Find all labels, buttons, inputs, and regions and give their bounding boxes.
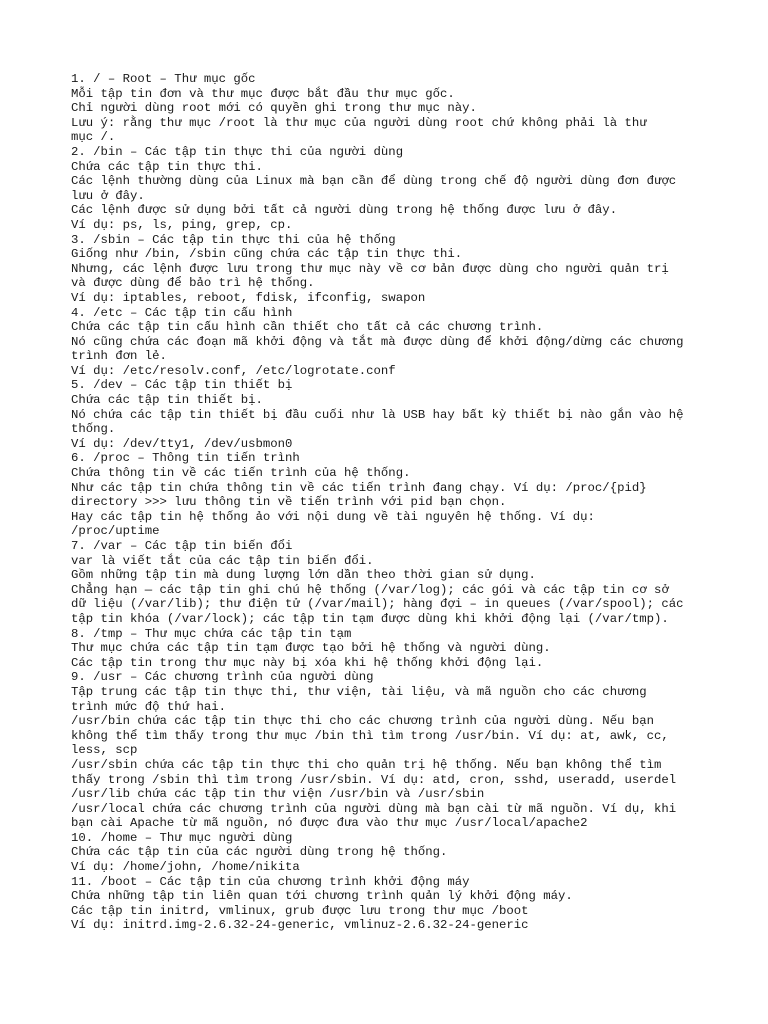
text-line: 3. /sbin – Các tập tin thực thi của hệ thống (71, 232, 396, 247)
text-line: lưu ở đây. (71, 188, 145, 203)
text-line: /usr/sbin chứa các tập tin thực thi cho quản trị hệ thống. Nếu bạn không thể tìm (71, 757, 662, 772)
text-line: Chứa các tập tin của các người dùng trong hệ thống. (71, 845, 448, 860)
text-line: Ví dụ: /dev/tty1, /dev/usbmon0 (71, 436, 293, 451)
text-line: Hay các tập tin hệ thống ảo với nội dung về tài nguyên hệ thống. Ví dụ: (71, 509, 595, 524)
text-line: dữ liệu (/var/lib); thư điện tử (/var/mail); hàng đợi – in queues (/var/spool); các (71, 597, 684, 612)
document-body (71, 72, 711, 933)
text-line: Thư mục chứa các tập tin tạm được tạo bởi hệ thống và người dùng. (71, 641, 551, 656)
text-line: Ví dụ: /home/john, /home/nikita (71, 860, 300, 875)
text-line: Các lệnh được sử dụng bởi tất cả người dùng trong hệ thống được lưu ở đây. (71, 203, 618, 218)
text-line: tập tin khóa (/var/lock); các tập tin tạm được dùng khi khởi động lại (/var/tmp). (71, 611, 669, 626)
text-line: 10. /home – Thư mục người dùng (71, 830, 293, 845)
text-line: trình đơn lẻ. (71, 349, 167, 364)
text-line: Các tập tin initrd, vmlinux, grub được lưu trong thư mục /boot (71, 903, 529, 918)
text-line: Chứa các tập tin thiết bị. (71, 393, 263, 408)
text-line: Gồm những tập tin mà dung lượng lớn dần theo thời gian sử dụng. (71, 568, 536, 583)
text-line: 8. /tmp – Thư mục chứa các tập tin tạm (71, 626, 352, 641)
text-line: Lưu ý: rằng thư mục /root là thư mục của người dùng root chứ không phải là thư (71, 115, 647, 130)
text-line: 2. /bin – Các tập tin thực thi của người dùng (71, 144, 404, 159)
text-line: bạn cài Apache từ mã nguồn, nó được đưa vào thư mục /usr/local/apache2 (71, 816, 588, 831)
text-line: 9. /usr – Các chương trình của người dùng (71, 670, 374, 685)
text-line: không thể tìm thấy trong thư mục /bin thì tìm trong /usr/bin. Ví dụ: at, awk, cc, (71, 728, 669, 743)
text-line: Chỉ người dùng root mới có quyền ghi trong thư mục này. (71, 101, 477, 116)
text-line: 7. /var – Các tập tin biến đổi (71, 539, 293, 553)
text-line: 11. /boot – Các tập tin của chương trình khởi động máy (71, 874, 470, 889)
text-line: Chẳng hạn — các tập tin ghi chú hệ thống (/var/log); các gói và các tập tin cơ sở (71, 582, 669, 597)
text-line: less, scp (71, 743, 138, 758)
text-line: thấy trong /sbin thì tìm trong /usr/sbin. Ví dụ: atd, cron, sshd, useradd, userdel (71, 772, 677, 787)
text-line: var là viết tắt của các tập tin biến đổi. (71, 553, 374, 568)
text-line: mục /. (71, 130, 116, 145)
text-line: Tập trung các tập tin thực thi, thư viện, tài liệu, và mã nguồn cho các chương (71, 684, 647, 699)
text-line: Các tập tin trong thư mục này bị xóa khi hệ thống khởi động lại. (71, 655, 544, 670)
text-line: /proc/uptime (71, 524, 160, 539)
text-line: 5. /dev – Các tập tin thiết bị (71, 378, 293, 393)
text-line: Nhưng, các lệnh được lưu trong thư mục này về cơ bản được dùng cho người quản trị (71, 261, 669, 276)
text-line: Chứa những tập tin liên quan tới chương trình quản lý khởi động máy. (71, 889, 573, 904)
text-line: Nó chứa các tập tin thiết bị đầu cuối như là USB hay bất kỳ thiết bị nào gắn vào hệ (71, 407, 684, 422)
text-line: 6. /proc – Thông tin tiến trình (71, 451, 300, 466)
text-line: /usr/bin chứa các tập tin thực thi cho các chương trình của người dùng. Nếu bạn (71, 714, 654, 729)
text-line: 1. / – Root – Thư mục gốc (71, 72, 256, 86)
text-line: Chứa các tập tin cấu hình cần thiết cho tất cả các chương trình. (71, 320, 544, 335)
text-line: Nó cũng chứa các đoạn mã khởi động và tắt mà được dùng để khởi động/dừng các chương (71, 334, 684, 349)
text-line: directory >>> lưu thông tin về tiến trình với pid bạn chọn. (71, 495, 507, 510)
text-line: /usr/local chứa các chương trình của người dùng mà bạn cài từ mã nguồn. Ví dụ, khi (71, 801, 677, 816)
text-line: Chứa thông tin về các tiến trình của hệ thống. (71, 466, 411, 481)
text-line: /usr/lib chứa các tập tin thư viện /usr/bin và /usr/sbin (71, 787, 485, 802)
text-line: Ví dụ: iptables, reboot, fdisk, ifconfig, swapon (71, 290, 426, 305)
text-line: trình mức độ thứ hai. (71, 699, 226, 714)
text-line: Mỗi tập tin đơn và thư mục được bắt đầu thư mục gốc. (71, 86, 455, 101)
text-line: Ví dụ: /etc/resolv.conf, /etc/logrotate.conf (71, 363, 396, 378)
text-line: Giống như /bin, /sbin cũng chứa các tập tin thực thi. (71, 247, 463, 262)
text-line: 4. /etc – Các tập tin cấu hình (71, 305, 293, 320)
text-line: Các lệnh thường dùng của Linux mà bạn cần để dùng trong chế độ người dùng đơn được (71, 174, 677, 189)
text-line: Ví dụ: ps, ls, ping, grep, cp. (71, 217, 293, 232)
text-line: thống. (71, 422, 116, 437)
text-line: và được dùng để bảo trì hệ thống. (71, 276, 315, 291)
text-line: Chứa các tập tin thực thi. (71, 159, 263, 174)
text-line: Như các tập tin chứa thông tin về các tiến trình đang chạy. Ví dụ: /proc/{pid} (71, 480, 647, 495)
text-line: Ví dụ: initrd.img-2.6.32-24-generic, vmlinuz-2.6.32-24-generic (71, 918, 529, 933)
